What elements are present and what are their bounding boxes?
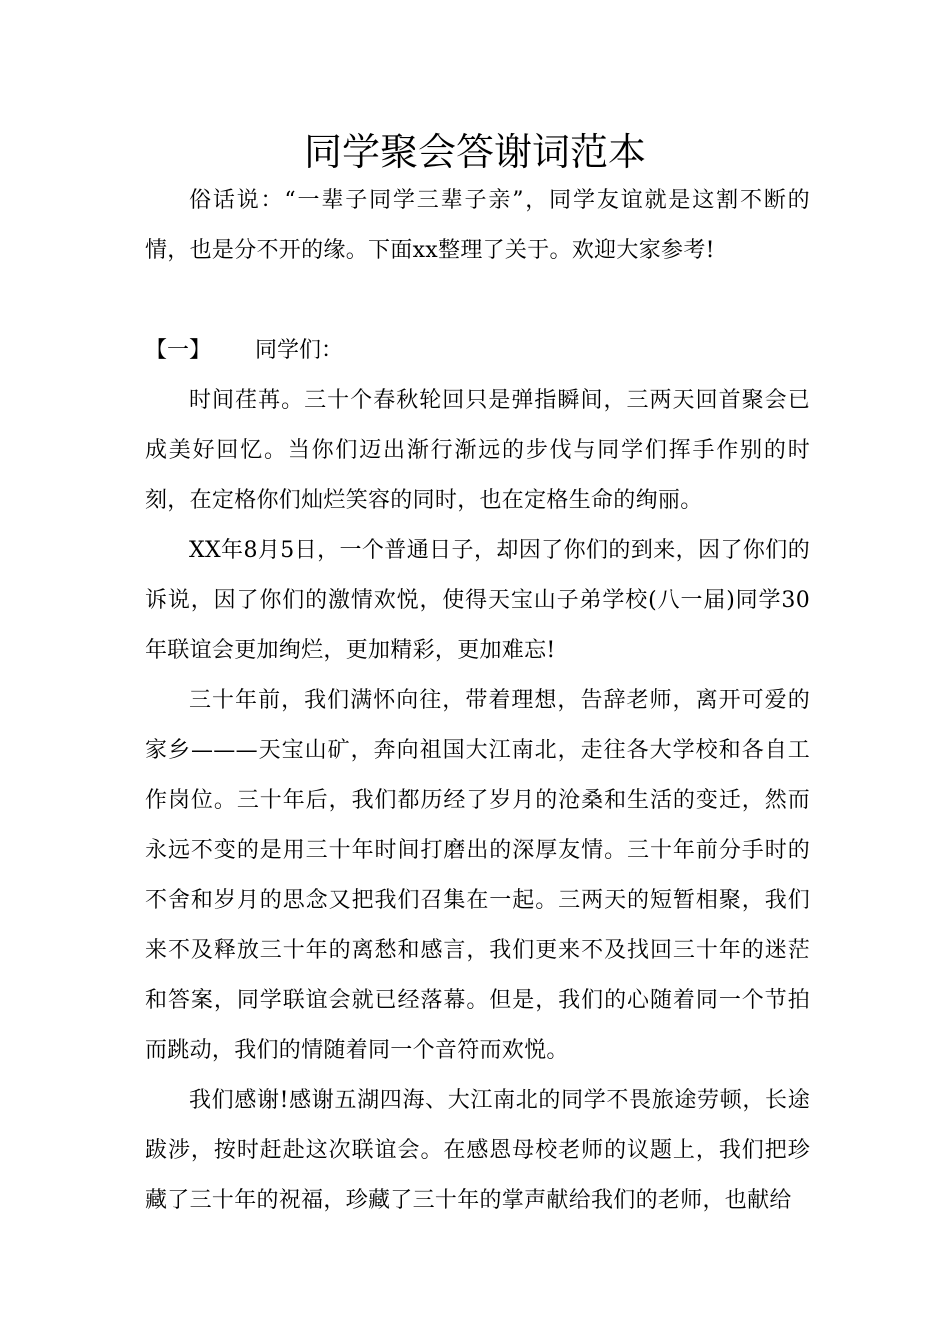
intro-paragraph: 俗话说：“一辈子同学三辈子亲”，同学友谊就是这割不断的情，也是分不开的缘。下面xx整理了关于。欢迎大家参考! <box>145 188 810 263</box>
paragraph-3: 三十年前，我们满怀向往，带着理想，告辞老师，离开可爱的家乡———天宝山矿，奔向祖国大江南北，走往各大学校和各自工作岗位。三十年后，我们都历经了岁月的沧桑和生活的变迁，然而永远不变的是用三十年时间打磨出的深厚友情。三十年前分手时的不舍和岁月的思念又把我们召集在一起。三两天的短暂相聚，我们来不及释放三十年的离愁和感言，我们更来不及找回三十年的迷茫和答案，同学联谊会就已经落幕。但是，我们的心随着同一个节拍而跳动，我们的情随着同一个音符而欢悦。 <box>145 688 810 1063</box>
salutation: 同学们： <box>255 338 344 363</box>
paragraph-1: 时间荏苒。三十个春秋轮回只是弹指瞬间，三两天回首聚会已成美好回忆。当你们迈出渐行渐远的步伐与同学们挥手作别的时刻，在定格你们灿烂笑容的同时，也在定格生命的绚丽。 <box>145 388 810 513</box>
section-heading <box>145 326 810 376</box>
document-title: 同学聚会答谢词范本 <box>303 130 646 174</box>
section-marker: 【一】 <box>145 338 212 363</box>
paragraph-2: XX年8月5日，一个普通日子，却因了你们的到来，因了你们的诉说，因了你们的激情欢悦，使得天宝山子弟学校(八一届)同学30年联谊会更加绚烂，更加精彩，更加难忘! <box>145 538 810 663</box>
paragraph-4: 我们感谢!感谢五湖四海、大江南北的同学不畏旅途劳顿，长途跋涉，按时赶赴这次联谊会。在感恩母校老师的议题上，我们把珍藏了三十年的祝福，珍藏了三十年的掌声献给我们的老师，也献给 <box>145 1088 810 1213</box>
